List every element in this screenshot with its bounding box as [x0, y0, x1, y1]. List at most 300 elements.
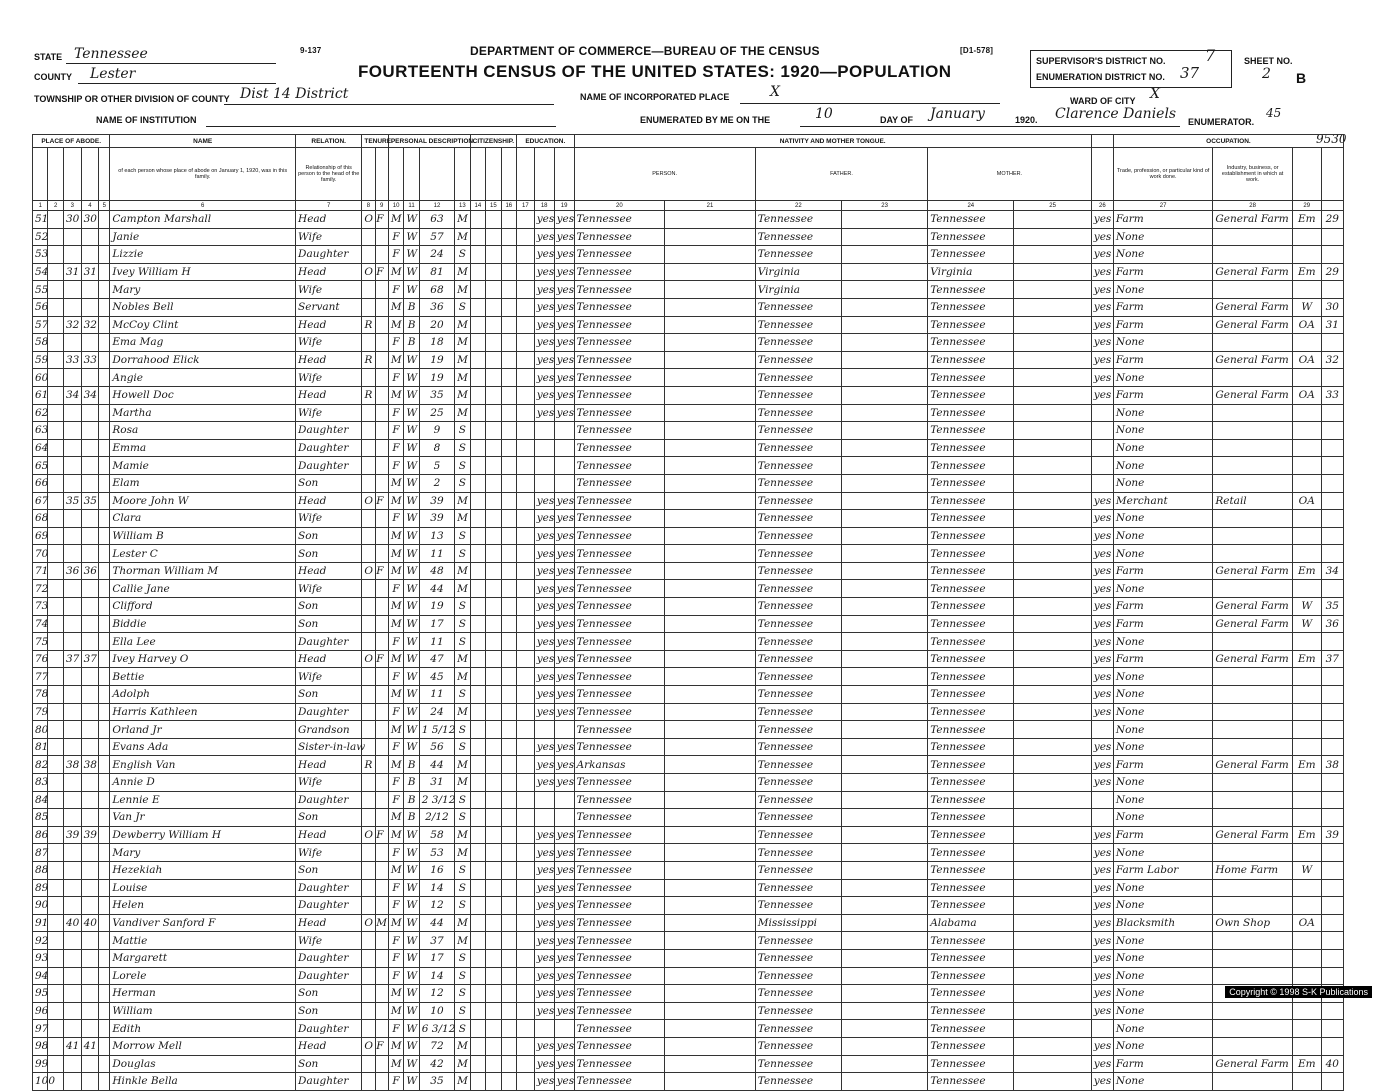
employment-class — [1292, 457, 1321, 475]
can-read: yes — [534, 510, 554, 528]
mortgage — [375, 246, 388, 264]
dwelling-number — [63, 668, 81, 686]
occupation-trade: None — [1113, 949, 1212, 967]
mother-tongue — [665, 386, 756, 404]
mother-mother-tongue — [1014, 334, 1091, 352]
immigration-year — [470, 861, 485, 879]
line-number: 95 — [33, 985, 48, 1003]
family-number — [81, 791, 99, 809]
can-write: yes — [554, 861, 574, 879]
school — [517, 615, 535, 633]
street — [48, 686, 63, 704]
table-row — [33, 211, 1344, 229]
county-value: Lester — [90, 66, 136, 82]
occupation-trade: None — [1113, 1073, 1212, 1091]
relation: Wife — [296, 844, 362, 862]
marital-status: S — [455, 897, 471, 915]
dwelling-number — [63, 510, 81, 528]
age: 19 — [419, 351, 454, 369]
dwelling-number — [63, 738, 81, 756]
blank — [99, 510, 110, 528]
age: 63 — [419, 211, 454, 229]
mother-tongue — [665, 281, 756, 299]
occupation-industry — [1213, 422, 1293, 440]
person-name: Nobles Bell — [110, 298, 296, 316]
table-row — [33, 510, 1344, 528]
immigration-year — [470, 1020, 485, 1038]
naturalized — [486, 474, 501, 492]
immigration-year — [470, 527, 485, 545]
school — [517, 879, 535, 897]
column-number: 22 — [755, 201, 841, 211]
school — [517, 510, 535, 528]
father-tongue — [841, 1002, 927, 1020]
age: 39 — [419, 510, 454, 528]
occupation-trade: None — [1113, 545, 1212, 563]
speaks-english — [1091, 457, 1113, 475]
line-number: 85 — [33, 809, 48, 827]
employment-class — [1292, 1037, 1321, 1055]
naturalized — [486, 598, 501, 616]
birthplace: Tennessee — [574, 1073, 665, 1091]
mortgage — [375, 668, 388, 686]
speaks-english: yes — [1091, 527, 1113, 545]
naturalization-year — [501, 1002, 516, 1020]
naturalization-year — [501, 985, 516, 1003]
dwelling-number — [63, 861, 81, 879]
can-read: yes — [534, 316, 554, 334]
can-write: yes — [554, 932, 574, 950]
father-tongue — [841, 439, 927, 457]
table-row — [33, 756, 1344, 774]
occupation-industry — [1213, 404, 1293, 422]
race: W — [404, 527, 419, 545]
marital-status: M — [455, 334, 471, 352]
age: 35 — [419, 1073, 454, 1091]
person-name: Evans Ada — [110, 738, 296, 756]
person-name: Biddie — [110, 615, 296, 633]
sex: F — [388, 967, 403, 985]
immigration-year — [470, 897, 485, 915]
occupation-industry — [1213, 791, 1293, 809]
age: 53 — [419, 844, 454, 862]
age: 72 — [419, 1037, 454, 1055]
immigration-year — [470, 211, 485, 229]
father-tongue — [841, 404, 927, 422]
relation: Head — [296, 562, 362, 580]
mother-birthplace: Tennessee — [928, 439, 1014, 457]
father-birthplace: Tennessee — [755, 932, 841, 950]
father-tongue — [841, 686, 927, 704]
mortgage — [375, 897, 388, 915]
father-birthplace: Tennessee — [755, 351, 841, 369]
street — [48, 738, 63, 756]
birthplace: Tennessee — [574, 703, 665, 721]
tenure — [362, 668, 375, 686]
line-number: 75 — [33, 633, 48, 651]
speaks-english: yes — [1091, 492, 1113, 510]
relation: Wife — [296, 668, 362, 686]
can-read: yes — [534, 861, 554, 879]
dwelling-number — [63, 879, 81, 897]
mother-mother-tongue — [1014, 527, 1091, 545]
farm-schedule: 32 — [1321, 351, 1343, 369]
table-row — [33, 738, 1344, 756]
employment-class — [1292, 474, 1321, 492]
dwelling-number: 31 — [63, 263, 81, 281]
tenure — [362, 879, 375, 897]
farm-schedule: 29 — [1321, 211, 1343, 229]
father-birthplace: Tennessee — [755, 334, 841, 352]
employment-class — [1292, 404, 1321, 422]
line-number: 76 — [33, 650, 48, 668]
family-number — [81, 1055, 99, 1073]
person-name: Angie — [110, 369, 296, 387]
street — [48, 861, 63, 879]
sex: M — [388, 527, 403, 545]
birthplace: Tennessee — [574, 967, 665, 985]
dwelling-number — [63, 298, 81, 316]
race: W — [404, 510, 419, 528]
can-read: yes — [534, 879, 554, 897]
immigration-year — [470, 281, 485, 299]
farm-schedule — [1321, 897, 1343, 915]
relation: Wife — [296, 932, 362, 950]
mother-tongue — [665, 562, 756, 580]
occupation-industry: General Farm — [1213, 1055, 1293, 1073]
mother-mother-tongue — [1014, 914, 1091, 932]
immigration-year — [470, 334, 485, 352]
group-citizenship: CITIZENSHIP. — [470, 135, 516, 148]
blank — [99, 668, 110, 686]
tenure — [362, 932, 375, 950]
person-name: Campton Marshall — [110, 211, 296, 229]
mother-birthplace: Tennessee — [928, 897, 1014, 915]
naturalized — [486, 422, 501, 440]
family-number — [81, 281, 99, 299]
supervisor-label: SUPERVISOR'S DISTRICT NO. — [1036, 56, 1166, 66]
naturalization-year — [501, 774, 516, 792]
subhead-mother: MOTHER. — [928, 148, 1092, 201]
age: 19 — [419, 369, 454, 387]
dwelling-number — [63, 545, 81, 563]
line-number: 86 — [33, 826, 48, 844]
blank — [99, 914, 110, 932]
birthplace: Tennessee — [574, 949, 665, 967]
tenure — [362, 1020, 375, 1038]
blank — [99, 721, 110, 739]
occupation-industry — [1213, 809, 1293, 827]
naturalized — [486, 809, 501, 827]
table-row — [33, 791, 1344, 809]
occupation-trade: None — [1113, 738, 1212, 756]
line-number: 60 — [33, 369, 48, 387]
can-read: yes — [534, 668, 554, 686]
sex: F — [388, 879, 403, 897]
speaks-english — [1091, 439, 1113, 457]
father-tongue — [841, 422, 927, 440]
birthplace: Tennessee — [574, 228, 665, 246]
naturalized — [486, 457, 501, 475]
immigration-year — [470, 492, 485, 510]
relation: Wife — [296, 281, 362, 299]
mortgage — [375, 774, 388, 792]
naturalized — [486, 879, 501, 897]
father-birthplace: Tennessee — [755, 615, 841, 633]
farm-schedule — [1321, 492, 1343, 510]
mother-birthplace: Tennessee — [928, 369, 1014, 387]
column-number: 18 — [534, 201, 554, 211]
table-row — [33, 246, 1344, 264]
blank — [99, 809, 110, 827]
family-number: 32 — [81, 316, 99, 334]
tenure — [362, 334, 375, 352]
occupation-industry — [1213, 439, 1293, 457]
blank — [99, 967, 110, 985]
dwelling-number: 35 — [63, 492, 81, 510]
mother-tongue — [665, 756, 756, 774]
race: W — [404, 615, 419, 633]
table-row — [33, 703, 1344, 721]
table-row — [33, 879, 1344, 897]
family-number: 34 — [81, 386, 99, 404]
mother-birthplace: Tennessee — [928, 457, 1014, 475]
marital-status: M — [455, 668, 471, 686]
race: W — [404, 985, 419, 1003]
school — [517, 756, 535, 774]
tenure — [362, 246, 375, 264]
relation: Son — [296, 1002, 362, 1020]
dwelling-number — [63, 774, 81, 792]
mother-birthplace: Tennessee — [928, 580, 1014, 598]
mother-tongue — [665, 914, 756, 932]
naturalization-year — [501, 949, 516, 967]
naturalization-year — [501, 1037, 516, 1055]
sex: M — [388, 650, 403, 668]
person-name: Ivey William H — [110, 263, 296, 281]
family-number: 31 — [81, 263, 99, 281]
birthplace: Tennessee — [574, 298, 665, 316]
immigration-year — [470, 633, 485, 651]
mother-tongue — [665, 351, 756, 369]
dwelling-number — [63, 809, 81, 827]
naturalized — [486, 844, 501, 862]
tenure — [362, 721, 375, 739]
speaks-english: yes — [1091, 1055, 1113, 1073]
dwelling-number: 37 — [63, 650, 81, 668]
table-row — [33, 1073, 1344, 1091]
naturalized — [486, 369, 501, 387]
person-name: Janie — [110, 228, 296, 246]
race: W — [404, 703, 419, 721]
line-number: 78 — [33, 686, 48, 704]
tenure — [362, 510, 375, 528]
sex: M — [388, 316, 403, 334]
speaks-english: yes — [1091, 914, 1113, 932]
occupation-trade: None — [1113, 774, 1212, 792]
farm-schedule — [1321, 246, 1343, 264]
race: W — [404, 562, 419, 580]
mortgage — [375, 703, 388, 721]
birthplace: Tennessee — [574, 1055, 665, 1073]
occupation-trade: Farm — [1113, 826, 1212, 844]
mother-birthplace: Tennessee — [928, 351, 1014, 369]
family-number: 33 — [81, 351, 99, 369]
occupation-industry: General Farm — [1213, 316, 1293, 334]
speaks-english — [1091, 721, 1113, 739]
mother-mother-tongue — [1014, 1002, 1091, 1020]
mother-tongue — [665, 633, 756, 651]
blank — [99, 615, 110, 633]
birthplace: Tennessee — [574, 246, 665, 264]
marital-status: M — [455, 316, 471, 334]
street — [48, 439, 63, 457]
person-name: Emma — [110, 439, 296, 457]
sex: F — [388, 897, 403, 915]
tenure — [362, 1002, 375, 1020]
group-place-of-abode: PLACE OF ABODE. — [33, 135, 110, 148]
father-birthplace: Tennessee — [755, 369, 841, 387]
street — [48, 527, 63, 545]
family-number — [81, 861, 99, 879]
marital-status: M — [455, 404, 471, 422]
age: 11 — [419, 545, 454, 563]
speaks-english: yes — [1091, 703, 1113, 721]
blank — [99, 756, 110, 774]
occupation-trade: None — [1113, 334, 1212, 352]
can-read: yes — [534, 580, 554, 598]
dwelling-number — [63, 686, 81, 704]
dwelling-number — [63, 721, 81, 739]
can-write — [554, 457, 574, 475]
mother-mother-tongue — [1014, 457, 1091, 475]
sex: M — [388, 826, 403, 844]
mother-birthplace: Tennessee — [928, 668, 1014, 686]
blank — [99, 404, 110, 422]
sex: M — [388, 474, 403, 492]
family-number — [81, 897, 99, 915]
marital-status: S — [455, 615, 471, 633]
can-write — [554, 809, 574, 827]
mother-mother-tongue — [1014, 474, 1091, 492]
occupation-trade: None — [1113, 791, 1212, 809]
tenure — [362, 615, 375, 633]
father-birthplace: Tennessee — [755, 422, 841, 440]
sex: F — [388, 1020, 403, 1038]
family-number — [81, 633, 99, 651]
table-row — [33, 1037, 1344, 1055]
naturalization-year — [501, 439, 516, 457]
school — [517, 351, 535, 369]
occupation-industry — [1213, 527, 1293, 545]
occupation-trade: None — [1113, 1020, 1212, 1038]
table-row — [33, 668, 1344, 686]
table-row — [33, 281, 1344, 299]
street — [48, 474, 63, 492]
state-label: STATE — [34, 52, 63, 62]
person-name: Mamie — [110, 457, 296, 475]
naturalized — [486, 756, 501, 774]
sex: F — [388, 457, 403, 475]
street — [48, 246, 63, 264]
father-tongue — [841, 967, 927, 985]
column-number: 10 — [388, 201, 403, 211]
father-birthplace: Tennessee — [755, 879, 841, 897]
mortgage — [375, 580, 388, 598]
institution-label: NAME OF INSTITUTION — [96, 115, 197, 125]
line-number: 93 — [33, 949, 48, 967]
farm-schedule: 40 — [1321, 1055, 1343, 1073]
naturalization-year — [501, 1020, 516, 1038]
sex: M — [388, 598, 403, 616]
naturalization-year — [501, 545, 516, 563]
line-number: 88 — [33, 861, 48, 879]
farm-schedule: 31 — [1321, 316, 1343, 334]
mother-tongue — [665, 686, 756, 704]
family-number: 37 — [81, 650, 99, 668]
birthplace: Tennessee — [574, 686, 665, 704]
mother-birthplace: Tennessee — [928, 1037, 1014, 1055]
race: W — [404, 422, 419, 440]
occupation-industry: General Farm — [1213, 756, 1293, 774]
age: 37 — [419, 932, 454, 950]
race: W — [404, 281, 419, 299]
subhead-relation: Relationship of this person to the head of the family. — [296, 148, 362, 201]
marital-status: M — [455, 1037, 471, 1055]
blank — [99, 861, 110, 879]
marital-status: S — [455, 791, 471, 809]
table-row — [33, 298, 1344, 316]
naturalization-year — [501, 668, 516, 686]
birthplace: Tennessee — [574, 527, 665, 545]
father-tongue — [841, 580, 927, 598]
mother-mother-tongue — [1014, 492, 1091, 510]
occupation-industry: General Farm — [1213, 298, 1293, 316]
tenure — [362, 1055, 375, 1073]
naturalized — [486, 1073, 501, 1091]
employment-class: W — [1292, 298, 1321, 316]
corner-note: 45 — [1266, 106, 1282, 120]
dwelling-number — [63, 580, 81, 598]
marital-status: M — [455, 263, 471, 281]
can-read — [534, 721, 554, 739]
immigration-year — [470, 615, 485, 633]
father-tongue — [841, 809, 927, 827]
age: 11 — [419, 686, 454, 704]
can-write: yes — [554, 914, 574, 932]
table-row — [33, 949, 1344, 967]
relation: Head — [296, 211, 362, 229]
tenure — [362, 774, 375, 792]
farm-schedule — [1321, 861, 1343, 879]
mortgage — [375, 369, 388, 387]
father-tongue — [841, 721, 927, 739]
race: W — [404, 386, 419, 404]
township-label: TOWNSHIP OR OTHER DIVISION OF COUNTY — [34, 94, 230, 104]
blank — [99, 738, 110, 756]
tenure — [362, 281, 375, 299]
column-number: 14 — [470, 201, 485, 211]
employment-class — [1292, 668, 1321, 686]
mother-birthplace: Tennessee — [928, 211, 1014, 229]
occupation-trade: None — [1113, 809, 1212, 827]
marital-status: M — [455, 228, 471, 246]
tenure: O M — [362, 914, 375, 932]
blank — [99, 598, 110, 616]
blank — [99, 1055, 110, 1073]
school — [517, 404, 535, 422]
age: 17 — [419, 615, 454, 633]
